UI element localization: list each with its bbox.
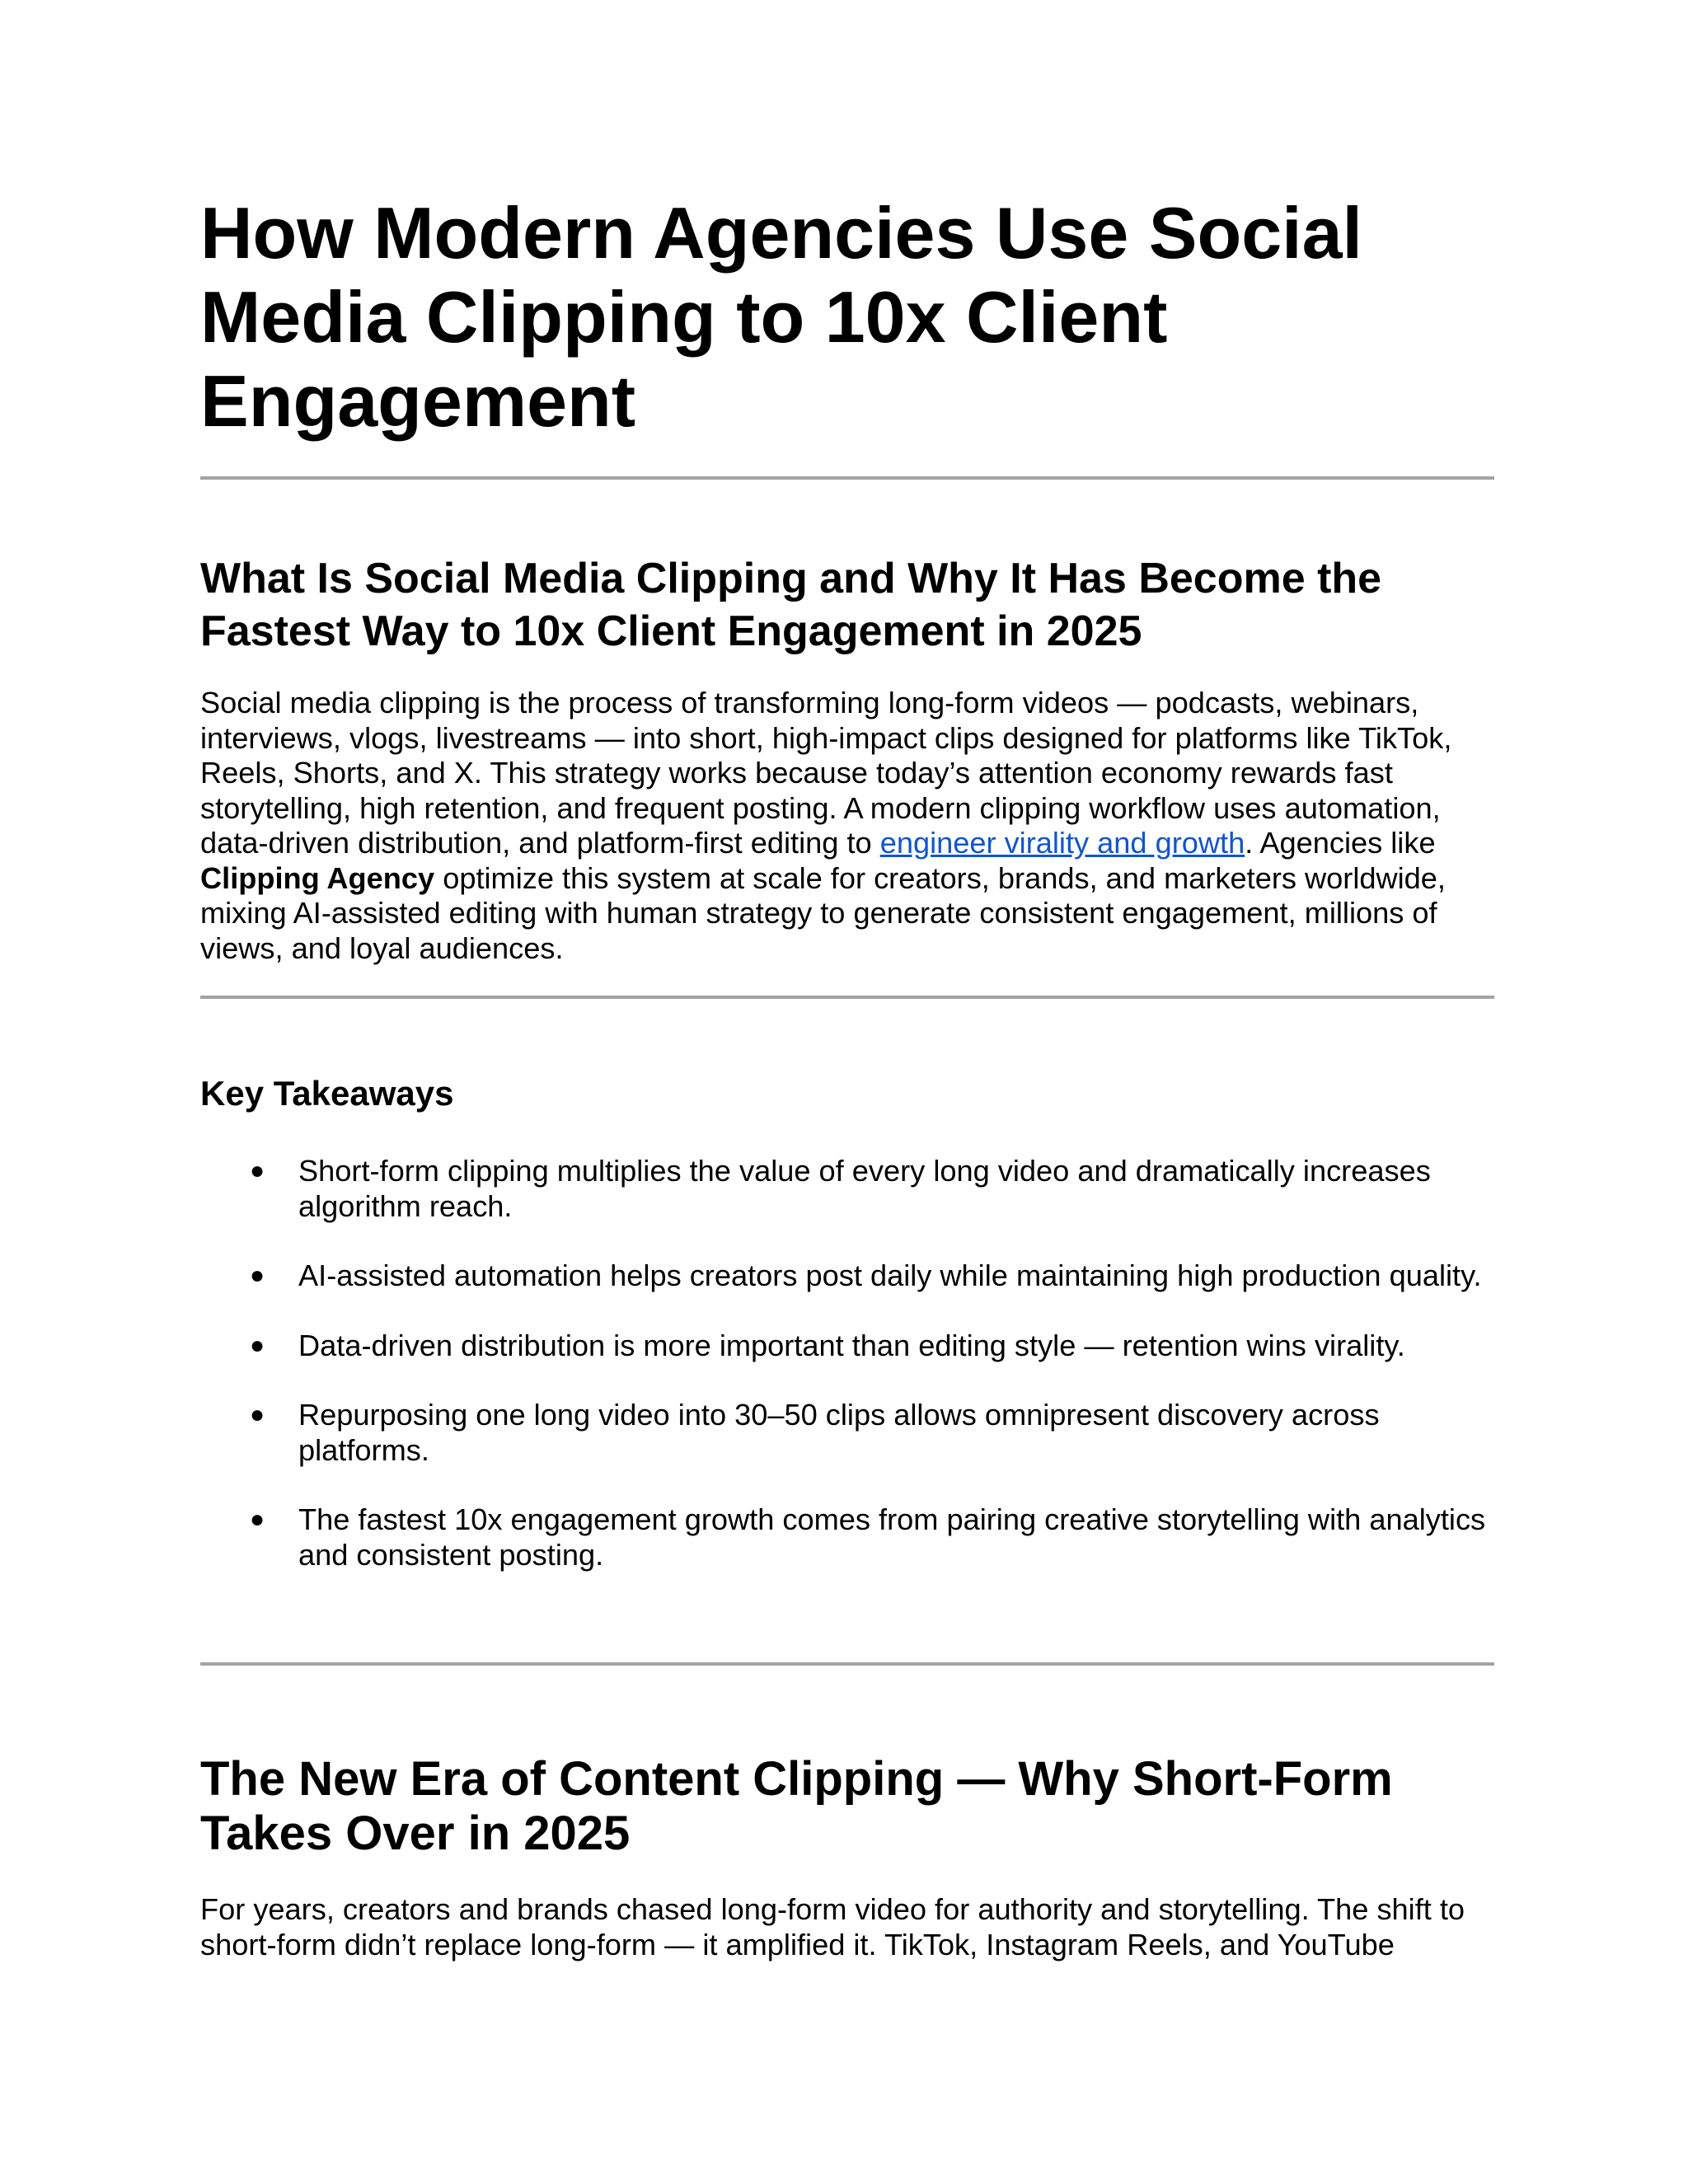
key-takeaways-heading: Key Takeaways	[200, 1074, 454, 1113]
list-item	[200, 1329, 1494, 1364]
list-item	[200, 1154, 1494, 1224]
list-item-text: The fastest 10x engagement growth comes from pairing creative storytelling with analytics and consistent posting.	[298, 1502, 1486, 1572]
horizontal-rule	[200, 476, 1494, 480]
list-item	[200, 1398, 1494, 1468]
horizontal-rule	[200, 1662, 1494, 1666]
list-item	[200, 1258, 1494, 1294]
list-item	[200, 1502, 1494, 1572]
clipping-agency-bold: Clipping Agency	[200, 860, 435, 895]
bullet-icon: ●	[250, 1401, 265, 1428]
section-heading-what-is-clipping: What Is Social Media Clipping and Why It Has Become the Fastest Way to 10x Client Engagement in 2025	[200, 555, 1382, 655]
section-paragraph-what-is-clipping	[200, 686, 1494, 966]
bullet-icon: ●	[250, 1262, 265, 1289]
document-title: How Modern Agencies Use Social Media Clipping to 10x Client Engagement	[200, 192, 1362, 442]
horizontal-rule	[200, 996, 1494, 999]
list-item-text: AI-assisted automation helps creators post daily while maintaining high production quality.	[298, 1258, 1482, 1292]
engineer-virality-link[interactable]: engineer virality and growth	[879, 826, 1245, 860]
list-item-text: Data-driven distribution is more important than editing style — retention wins virality.	[298, 1328, 1405, 1362]
section-paragraph-new-era: For years, creators and brands chased long-form video for authority and storytelling. The shift to short-form didn’t replace long-form — it amplified it. TikTok, Instagram Reels, and YouTube	[200, 1892, 1465, 1961]
paragraph-text: Social media clipping is the process of transforming long-form videos — podcasts, webinars, interviews, vlogs, livestreams — into short, high-impact clips designed for platforms like TikTok, Reels, Shorts, and X. This strategy works because today’s attention economy rewards fast storytelling, high retention, and frequent posting. A modern clipping workflow uses automation, data-driven distribution, and platform-first editing to	[200, 686, 1452, 860]
paragraph-text: optimize this system at scale for creators, brands, and marketers worldwide, mixing AI-assisted editing with human strategy to generate consistent engagement, millions of views, and loyal audiences.	[200, 860, 1446, 965]
list-item-text: Short-form clipping multiplies the value of every long video and dramatically increases algorithm reach.	[298, 1154, 1431, 1223]
paragraph-text: . Agencies like	[1245, 826, 1436, 860]
section-heading-new-era: The New Era of Content Clipping — Why Short-Form Takes Over in 2025	[200, 1752, 1393, 1860]
key-takeaways-list	[200, 1154, 1494, 1607]
bullet-icon: ●	[250, 1331, 265, 1359]
bullet-icon: ●	[250, 1506, 265, 1533]
bullet-icon: ●	[250, 1157, 265, 1184]
list-item-text: Repurposing one long video into 30–50 clips allows omnipresent discovery across platforms.	[298, 1398, 1380, 1467]
